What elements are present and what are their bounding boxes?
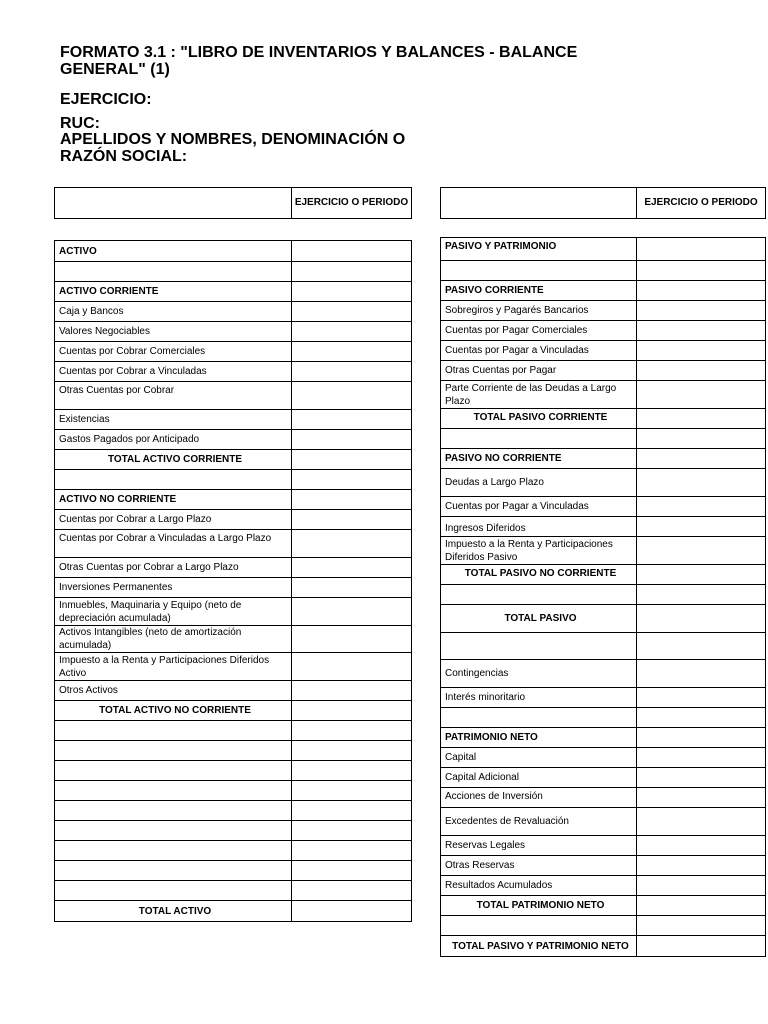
row-label: Cuentas por Cobrar a Vinculadas a Largo Plazo [55, 530, 292, 558]
table-row [55, 322, 412, 342]
table-row [55, 741, 412, 761]
value-cell [637, 788, 766, 808]
row-label: PASIVO Y PATRIMONIO [441, 238, 637, 261]
table-row [55, 282, 412, 302]
value-cell [292, 721, 412, 741]
value-cell [637, 517, 766, 537]
row-label: TOTAL PASIVO NO CORRIENTE [441, 565, 637, 585]
row-label: Capital [441, 748, 637, 768]
row-label: Parte Corriente de las Deudas a Largo Plazo [441, 381, 637, 409]
row-label [55, 741, 292, 761]
value-cell [637, 469, 766, 497]
value-cell [637, 361, 766, 381]
value-cell [637, 916, 766, 936]
table-row [441, 381, 766, 409]
row-label: TOTAL ACTIVO NO CORRIENTE [55, 701, 292, 721]
row-label [441, 708, 637, 728]
value-cell [292, 901, 412, 922]
row-label [55, 801, 292, 821]
ejercicio-label: EJERCICIO: [60, 91, 152, 108]
value-cell [637, 688, 766, 708]
row-label: Otros Activos [55, 681, 292, 701]
value-cell [637, 381, 766, 409]
table-row [441, 301, 766, 321]
row-label: Cuentas por Cobrar Comerciales [55, 342, 292, 362]
value-cell [637, 261, 766, 281]
table-row [441, 896, 766, 916]
value-cell [292, 530, 412, 558]
table-row [441, 788, 766, 808]
value-cell [637, 708, 766, 728]
table-row [55, 701, 412, 721]
value-cell [292, 450, 412, 470]
table-row [441, 449, 766, 469]
table-row [441, 876, 766, 896]
value-cell [292, 510, 412, 530]
row-label: TOTAL ACTIVO [55, 901, 292, 922]
table-row [441, 321, 766, 341]
value-cell [292, 881, 412, 901]
value-cell [292, 681, 412, 701]
value-cell [292, 741, 412, 761]
value-cell [292, 282, 412, 302]
row-label: Impuesto a la Renta y Participaciones Diferidos Activo [55, 653, 292, 681]
pasivo-header-blank [441, 188, 637, 219]
table-row [55, 881, 412, 901]
value-cell [292, 701, 412, 721]
value-cell [637, 660, 766, 688]
row-label: ACTIVO [55, 241, 292, 262]
value-cell [637, 565, 766, 585]
value-cell [637, 429, 766, 449]
table-row [441, 497, 766, 517]
table-row [55, 901, 412, 922]
table-row [55, 801, 412, 821]
value-cell [637, 585, 766, 605]
row-label: Contingencias [441, 660, 637, 688]
pasivo-column-header: EJERCICIO O PERIODO [637, 188, 766, 219]
row-label: PASIVO NO CORRIENTE [441, 449, 637, 469]
row-label: Sobregiros y Pagarés Bancarios [441, 301, 637, 321]
row-label: Inversiones Permanentes [55, 578, 292, 598]
value-cell [637, 856, 766, 876]
table-row [55, 681, 412, 701]
table-row [55, 450, 412, 470]
row-label: TOTAL PASIVO CORRIENTE [441, 409, 637, 429]
table-row [441, 261, 766, 281]
row-label: Cuentas por Cobrar a Largo Plazo [55, 510, 292, 530]
row-label: PATRIMONIO NETO [441, 728, 637, 748]
table-row [441, 936, 766, 957]
value-cell [292, 382, 412, 410]
table-row [55, 721, 412, 741]
table-row [441, 633, 766, 660]
row-label [55, 781, 292, 801]
value-cell [637, 876, 766, 896]
value-cell [637, 748, 766, 768]
table-row [441, 916, 766, 936]
row-label: TOTAL PATRIMONIO NETO [441, 896, 637, 916]
pasivo-table [440, 237, 766, 957]
table-row [441, 409, 766, 429]
value-cell [637, 341, 766, 361]
table-row [55, 302, 412, 322]
table-row [55, 430, 412, 450]
table-row [55, 342, 412, 362]
row-label: Existencias [55, 410, 292, 430]
row-label: Otras Reservas [441, 856, 637, 876]
table-row [55, 470, 412, 490]
row-label [441, 585, 637, 605]
value-cell [637, 281, 766, 301]
value-cell [637, 768, 766, 788]
value-cell [292, 410, 412, 430]
table-row [55, 761, 412, 781]
value-cell [637, 836, 766, 856]
value-cell [637, 605, 766, 633]
table-row [55, 490, 412, 510]
value-cell [637, 896, 766, 916]
row-label [55, 470, 292, 490]
value-cell [292, 653, 412, 681]
table-row [441, 565, 766, 585]
table-row [441, 469, 766, 497]
table-row [441, 768, 766, 788]
table-row [441, 836, 766, 856]
table-row [441, 238, 766, 261]
value-cell [292, 262, 412, 282]
value-cell [637, 728, 766, 748]
table-row [441, 660, 766, 688]
table-row [441, 605, 766, 633]
row-label: ACTIVO CORRIENTE [55, 282, 292, 302]
table-row [441, 585, 766, 605]
value-cell [637, 238, 766, 261]
value-cell [292, 470, 412, 490]
value-cell [292, 821, 412, 841]
table-row [441, 808, 766, 836]
row-label: Activos Intangibles (neto de amortización acumulada) [55, 626, 292, 653]
row-label: Otras Cuentas por Pagar [441, 361, 637, 381]
row-label: Gastos Pagados por Anticipado [55, 430, 292, 450]
table-row [441, 856, 766, 876]
value-cell [637, 497, 766, 517]
value-cell [292, 342, 412, 362]
row-label: Valores Negociables [55, 322, 292, 342]
pasivo-header-table [440, 187, 766, 219]
row-label: Caja y Bancos [55, 302, 292, 322]
row-label: Cuentas por Pagar a Vinculadas [441, 341, 637, 361]
table-row [55, 598, 412, 626]
row-label: Reservas Legales [441, 836, 637, 856]
row-label: Otras Cuentas por Cobrar a Largo Plazo [55, 558, 292, 578]
row-label [55, 262, 292, 282]
table-row [441, 517, 766, 537]
value-cell [637, 936, 766, 957]
value-cell [292, 362, 412, 382]
row-label [441, 633, 637, 660]
value-cell [292, 761, 412, 781]
table-row [441, 728, 766, 748]
table-row [55, 382, 412, 410]
value-cell [637, 449, 766, 469]
table-row [441, 748, 766, 768]
activo-header-blank [55, 188, 292, 219]
row-label: TOTAL PASIVO [441, 605, 637, 633]
row-label: Capital Adicional [441, 768, 637, 788]
value-cell [292, 598, 412, 626]
value-cell [292, 781, 412, 801]
value-cell [637, 321, 766, 341]
table-row [55, 653, 412, 681]
value-cell [292, 801, 412, 821]
table-row [441, 341, 766, 361]
value-cell [292, 626, 412, 653]
row-label: Interés minoritario [441, 688, 637, 708]
row-label: Acciones de Inversión [441, 788, 637, 808]
table-row [55, 510, 412, 530]
table-row [441, 429, 766, 449]
table-row [55, 781, 412, 801]
row-label [55, 861, 292, 881]
value-cell [637, 301, 766, 321]
value-cell [637, 409, 766, 429]
row-label: Impuesto a la Renta y Participaciones Diferidos Pasivo [441, 537, 637, 565]
table-row [441, 281, 766, 301]
value-cell [292, 241, 412, 262]
row-label: Resultados Acumulados [441, 876, 637, 896]
row-label [441, 261, 637, 281]
row-label: Ingresos Diferidos [441, 517, 637, 537]
row-label: Cuentas por Pagar Comerciales [441, 321, 637, 341]
table-row [55, 861, 412, 881]
table-row [55, 362, 412, 382]
row-label: TOTAL ACTIVO CORRIENTE [55, 450, 292, 470]
value-cell [637, 808, 766, 836]
table-row [441, 361, 766, 381]
value-cell [292, 558, 412, 578]
table-row [55, 262, 412, 282]
table-row [441, 708, 766, 728]
activo-table [54, 240, 412, 922]
row-label: TOTAL PASIVO Y PATRIMONIO NETO [441, 936, 637, 957]
value-cell [637, 537, 766, 565]
row-label: Excedentes de Revaluación [441, 808, 637, 836]
value-cell [292, 430, 412, 450]
row-label: PASIVO CORRIENTE [441, 281, 637, 301]
row-label: Cuentas por Cobrar a Vinculadas [55, 362, 292, 382]
form-title: FORMATO 3.1 : "LIBRO DE INVENTARIOS Y BALANCES - BALANCE GENERAL" (1) [60, 44, 578, 78]
row-label [55, 761, 292, 781]
row-label [441, 916, 637, 936]
row-label: Cuentas por Pagar a Vinculadas [441, 497, 637, 517]
table-row [55, 241, 412, 262]
table-row [55, 821, 412, 841]
value-cell [292, 322, 412, 342]
table-row [441, 688, 766, 708]
value-cell [292, 578, 412, 598]
table-row [55, 530, 412, 558]
table-row [441, 537, 766, 565]
value-cell [292, 841, 412, 861]
apellidos-label: APELLIDOS Y NOMBRES, DENOMINACIÓN O RAZÓN SOCIAL: [60, 131, 406, 165]
activo-header-table [54, 187, 412, 219]
row-label [441, 429, 637, 449]
table-row [55, 558, 412, 578]
row-label [55, 821, 292, 841]
table-row [55, 626, 412, 653]
row-label: Inmuebles, Maquinaria y Equipo (neto de depreciación acumulada) [55, 598, 292, 626]
row-label [55, 841, 292, 861]
value-cell [292, 861, 412, 881]
table-row [55, 841, 412, 861]
row-label: Deudas a Largo Plazo [441, 469, 637, 497]
row-label: ACTIVO NO CORRIENTE [55, 490, 292, 510]
row-label [55, 721, 292, 741]
table-row [55, 578, 412, 598]
table-row [55, 410, 412, 430]
row-label: Otras Cuentas por Cobrar [55, 382, 292, 410]
value-cell [637, 633, 766, 660]
value-cell [292, 490, 412, 510]
ruc-label: RUC: [60, 115, 100, 132]
activo-column-header: EJERCICIO O PERIODO [292, 188, 412, 219]
value-cell [292, 302, 412, 322]
row-label [55, 881, 292, 901]
